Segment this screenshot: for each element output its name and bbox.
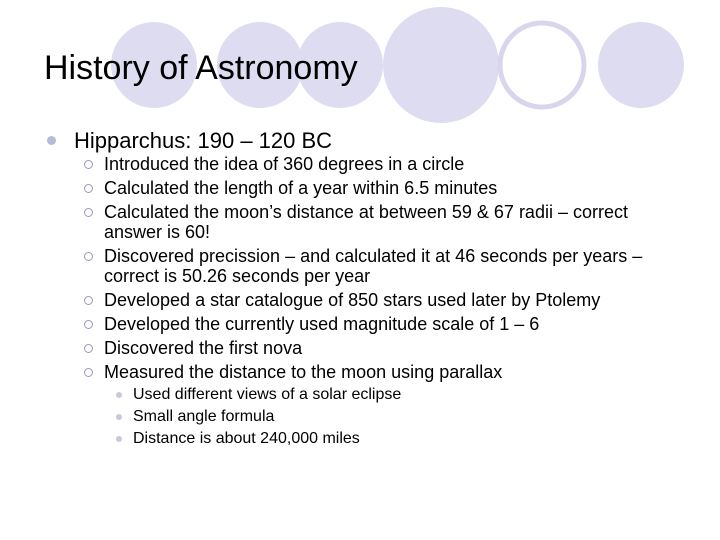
hollow-circle-bullet-icon xyxy=(84,320,93,329)
list-item xyxy=(84,290,684,310)
list-item xyxy=(84,246,684,286)
subpoint-text: Used different views of a solar eclipse xyxy=(133,386,402,403)
filled-circle-bullet-icon xyxy=(47,136,56,145)
list-item xyxy=(114,408,614,426)
small-dot-bullet-icon xyxy=(116,392,122,398)
decor-circle-5 xyxy=(500,23,584,107)
slide-title: History of Astronomy xyxy=(44,49,358,87)
point-text: Measured the distance to the moon using parallax xyxy=(104,362,503,382)
point-text: Calculated the moon’s distance at between 59 & 67 radii – correct answer is 60! xyxy=(104,202,628,242)
subpoint-list xyxy=(114,386,614,452)
point-text: Developed a star catalogue of 850 stars used later by Ptolemy xyxy=(104,290,601,310)
point-text: Introduced the idea of 360 degrees in a circle xyxy=(104,154,465,174)
small-dot-bullet-icon xyxy=(116,436,122,442)
hollow-circle-bullet-icon xyxy=(84,160,93,169)
hollow-circle-bullet-icon xyxy=(84,252,93,261)
point-list xyxy=(84,154,684,386)
point-text: Discovered precission – and calculated it at 46 seconds per years – correct is 50.26 seconds per year xyxy=(104,246,643,286)
list-item xyxy=(84,202,684,242)
point-text: Developed the currently used magnitude scale of 1 – 6 xyxy=(104,314,540,334)
decor-circle-4 xyxy=(383,7,499,123)
hollow-circle-bullet-icon xyxy=(84,184,93,193)
list-item xyxy=(114,386,614,404)
main-bullet-text: Hipparchus: 190 – 120 BC xyxy=(74,128,333,153)
list-item xyxy=(84,362,684,382)
decor-circle-6 xyxy=(598,22,684,108)
list-item xyxy=(84,154,684,174)
hollow-circle-bullet-icon xyxy=(84,296,93,305)
subpoint-text: Small angle formula xyxy=(133,408,275,425)
small-dot-bullet-icon xyxy=(116,414,122,420)
point-text: Discovered the first nova xyxy=(104,338,303,358)
list-item xyxy=(84,314,684,334)
list-item xyxy=(84,338,684,358)
list-item xyxy=(84,178,684,198)
hollow-circle-bullet-icon xyxy=(84,368,93,377)
hollow-circle-bullet-icon xyxy=(84,208,93,217)
hollow-circle-bullet-icon xyxy=(84,344,93,353)
point-text: Calculated the length of a year within 6.5 minutes xyxy=(104,178,498,198)
subpoint-text: Distance is about 240,000 miles xyxy=(133,430,360,447)
list-item xyxy=(114,430,614,448)
